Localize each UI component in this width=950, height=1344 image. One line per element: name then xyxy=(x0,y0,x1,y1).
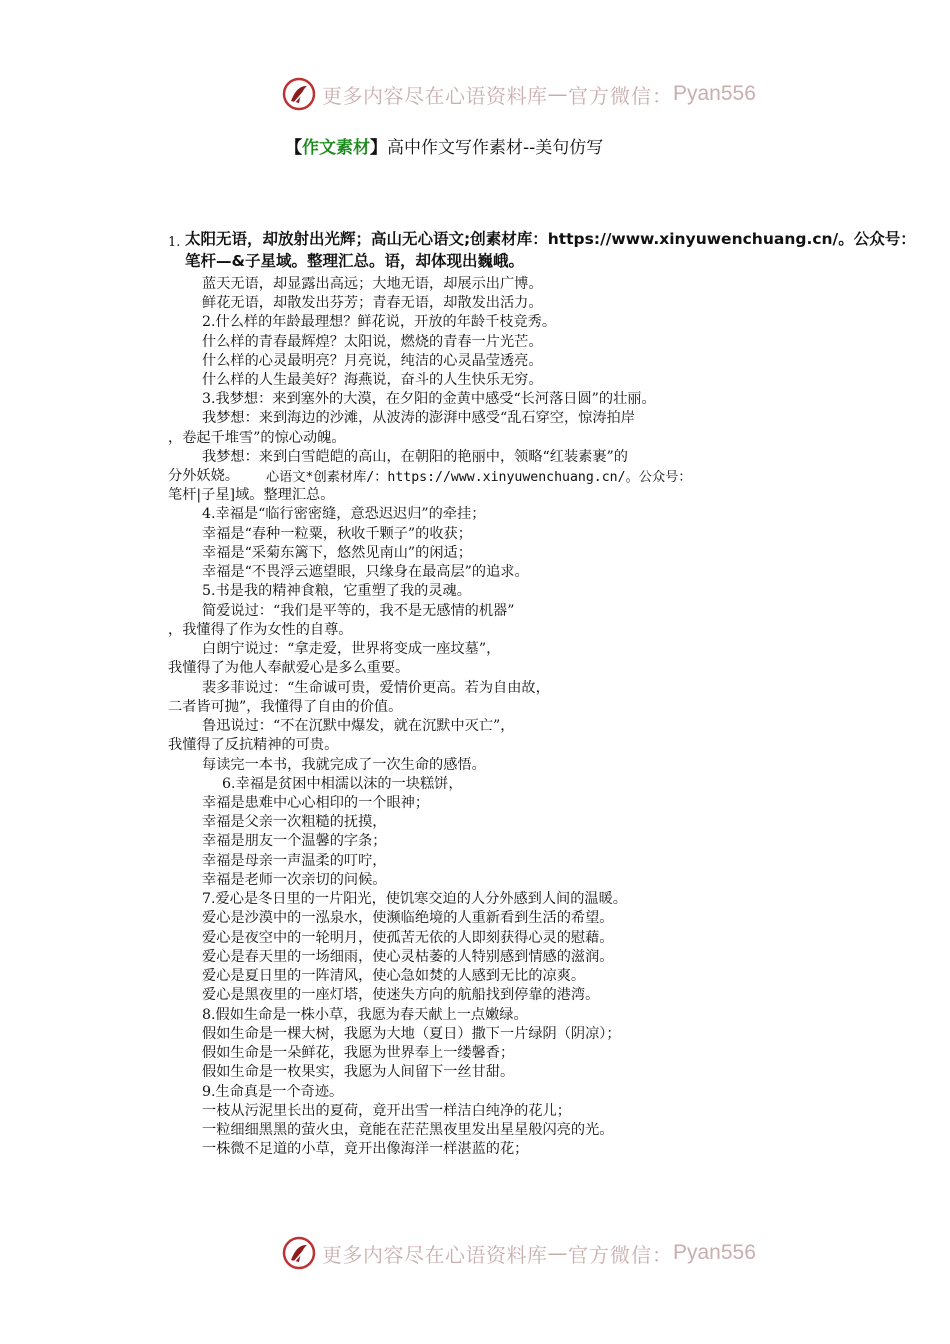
banner-dash: — xyxy=(547,1241,568,1265)
title-text: 高中作文写作素材--美句仿写 xyxy=(387,138,604,158)
body-line: 一株微不足道的小草，竟开出像海洋一样湛蓝的花； xyxy=(202,1141,529,1157)
body-line: 幸福是“春种一粒粟，秋收千颗子”的收获； xyxy=(202,526,472,542)
banner-wechat-id: Pyan556 xyxy=(673,1241,756,1264)
body-line: 鲁迅说过：“不在沉默中爆发，就在沉默中灭亡”， xyxy=(202,718,515,734)
body-line: 9.生命真是一个奇迹。 xyxy=(202,1084,344,1100)
body-line: 幸福是患难中心心相印的一个眼神； xyxy=(202,795,430,811)
body-line: 什么样的心灵最明亮？月亮说，纯洁的心灵晶莹透亮。 xyxy=(202,353,543,369)
title-close-bracket: 】 xyxy=(370,138,387,158)
body-line: 简爱说过：“我们是平等的，我不是无感情的机器” xyxy=(202,603,515,619)
body-line: 每读完一本书，我就完成了一次生命的感悟。 xyxy=(202,757,486,773)
body-line: 幸福是老师一次亲切的问候。 xyxy=(202,872,387,888)
body-line: 我懂得了为他人奉献爱心是多么重要。 xyxy=(168,660,410,676)
body-line: 爱心是沙漠中的一泓泉水，使濒临绝境的人重新看到生活的希望。 xyxy=(202,910,614,926)
body-line: 8.假如生命是一株小草，我愿为春天献上一点嫩绿。 xyxy=(202,1007,528,1023)
list-number: 1. xyxy=(168,235,181,250)
body-line: ，我懂得了作为女性的自尊。 xyxy=(168,622,353,638)
body-line: 一粒细细黑黑的萤火虫，竟能在茫茫黑夜里发出星星般闪亮的光。 xyxy=(202,1122,614,1138)
banner-site-text: 更多内容尽在心语资料库 xyxy=(322,83,548,108)
banner-wechat-label: 官方微信： xyxy=(568,1242,673,1267)
body-line: 我梦想：来到白雪皑皑的高山，在朝阳的艳丽中，领略“红装素裹”的 xyxy=(202,449,628,465)
body-line: 幸福是朋友一个温馨的字条； xyxy=(202,833,387,849)
body-line: 笔杆—&子星域。整理汇总。语，却体现出巍峨。 xyxy=(185,252,525,270)
body-line: 爱心是夏日里的一阵清风，使心急如焚的人感到无比的凉爽。 xyxy=(202,968,586,984)
body-line: 假如生命是一棵大树，我愿为大地（夏日）撒下一片绿阴（阴凉）； xyxy=(202,1026,621,1042)
body-line: 白朗宁说过：“拿走爱，世界将变成一座坟墓”， xyxy=(202,641,501,657)
body-line: 假如生命是一朵鲜花，我愿为世界奉上一缕馨香； xyxy=(202,1045,515,1061)
body-line: 幸福是“采菊东篱下，悠然见南山”的闲适； xyxy=(202,545,472,561)
body-line: 二者皆可抛”，我懂得了自由的价值。 xyxy=(168,699,403,715)
title-tag: 作文素材 xyxy=(302,138,370,158)
body-line: 幸福是母亲一声温柔的叮咛， xyxy=(202,853,387,869)
body-line: 一枝从污泥里长出的夏荷，竟开出雪一样洁白纯净的花儿； xyxy=(202,1103,571,1119)
body-line: 3.我梦想：来到塞外的大漠，在夕阳的金黄中感受“长河落日圆”的壮丽。 xyxy=(202,391,656,407)
body-line: 什么样的人生最美好？海燕说，奋斗的人生快乐无穷。 xyxy=(202,372,543,388)
body-line: 假如生命是一枚果实，我愿为人间留下一丝甘甜。 xyxy=(202,1064,515,1080)
body-line: 7.爱心是冬日里的一片阳光，使饥寒交迫的人分外感到人间的温暖。 xyxy=(202,891,627,907)
header-banner xyxy=(282,74,756,114)
body-line: 4.幸福是“临行密密缝，意恐迟迟归”的牵挂； xyxy=(202,506,486,522)
body-line: 我梦想：来到海边的沙滩，从波涛的澎湃中感受“乱石穿空，惊涛拍岸 xyxy=(202,410,635,426)
body-line: 爱心是春天里的一场细雨，使心灵枯萎的人特别感到情感的滋润。 xyxy=(202,949,614,965)
body-line: 爱心是夜空中的一轮明月，使孤苦无依的人即刻获得心灵的慰藉。 xyxy=(202,930,614,946)
body-line: 笔杆|子星]域。整理汇总。 xyxy=(168,487,335,503)
body-line: 裴多菲说过：“生命诚可贵，爱情价更高。若为自由故， xyxy=(202,680,550,696)
body-line: 5.书是我的精神食粮，它重塑了我的灵魂。 xyxy=(202,583,471,599)
banner-dash: — xyxy=(547,82,568,106)
body-line: 分外妖娆。 xyxy=(168,468,239,484)
body-line: 幸福是父亲一次粗糙的抚摸， xyxy=(202,814,387,830)
banner-site-text: 更多内容尽在心语资料库 xyxy=(322,1242,548,1267)
body-line: 鲜花无语，却散发出芬芳；青春无语，却散发出活力。 xyxy=(202,295,543,311)
page-title xyxy=(285,133,603,158)
body-line: 2.什么样的年龄最理想？鲜花说，开放的年龄千枝竞秀。 xyxy=(202,314,557,330)
body-line: ，卷起千堆雪”的惊心动魄。 xyxy=(168,430,346,446)
body-line: 幸福是“不畏浮云遮望眼，只缘身在最高层”的追求。 xyxy=(202,564,529,580)
body-line: 蓝天无语，却显露出高远；大地无语，却展示出广博。 xyxy=(202,276,543,292)
banner-wechat-id: Pyan556 xyxy=(673,82,756,105)
banner-wechat-label: 官方微信： xyxy=(568,83,673,108)
body-line: 太阳无语，却放射出光辉；高山无心语文;创素材库：https://www.xinyuwenchuang.cn/。公众号： xyxy=(185,230,916,248)
body-line: 6.幸福是贫困中相濡以沫的一块糕饼， xyxy=(222,776,463,792)
body-line: 我懂得了反抗精神的可贵。 xyxy=(168,737,339,753)
logo-icon xyxy=(282,1236,316,1270)
body-line: 心语文*创素材库/：https://www.xinyuwenchuang.cn/。公众号： xyxy=(266,470,692,485)
logo-icon xyxy=(282,77,316,111)
title-open-bracket: 【 xyxy=(285,138,302,158)
body-line: 爱心是黑夜里的一座灯塔，使迷失方向的航船找到停靠的港湾。 xyxy=(202,987,600,1003)
body-line: 什么样的青春最辉煌？太阳说，燃烧的青春一片光芒。 xyxy=(202,334,543,350)
footer-banner xyxy=(282,1233,756,1273)
